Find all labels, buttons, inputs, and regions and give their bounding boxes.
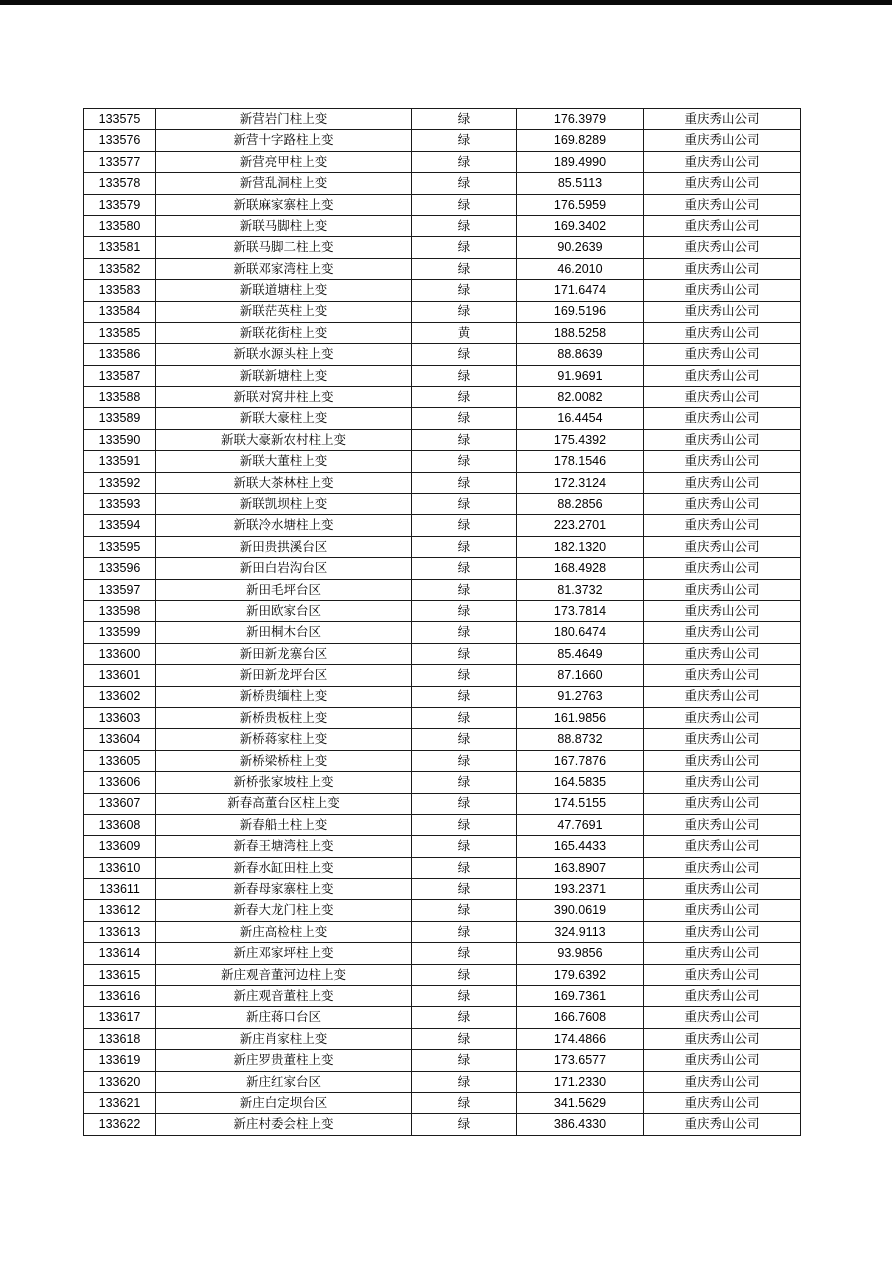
cell-company: 重庆秀山公司 xyxy=(644,258,801,279)
cell-status: 黄 xyxy=(412,322,517,343)
table-row xyxy=(84,836,801,857)
cell-status: 绿 xyxy=(412,215,517,236)
cell-status: 绿 xyxy=(412,1092,517,1113)
cell-value: 324.9113 xyxy=(517,921,644,942)
cell-name: 新田新龙坪台区 xyxy=(156,665,412,686)
cell-status: 绿 xyxy=(412,1050,517,1071)
cell-status: 绿 xyxy=(412,408,517,429)
cell-value: 179.6392 xyxy=(517,964,644,985)
cell-value: 189.4990 xyxy=(517,151,644,172)
cell-name: 新庄观音董柱上变 xyxy=(156,986,412,1007)
cell-company: 重庆秀山公司 xyxy=(644,879,801,900)
cell-company: 重庆秀山公司 xyxy=(644,408,801,429)
table-row xyxy=(84,986,801,1007)
cell-value: 166.7608 xyxy=(517,1007,644,1028)
table-row xyxy=(84,921,801,942)
cell-name: 新庄村委会柱上变 xyxy=(156,1114,412,1136)
cell-id: 133594 xyxy=(84,515,156,536)
cell-name: 新田桐木台区 xyxy=(156,622,412,643)
cell-name: 新春水缸田柱上变 xyxy=(156,857,412,878)
table-row xyxy=(84,600,801,621)
table-row xyxy=(84,151,801,172)
cell-id: 133595 xyxy=(84,536,156,557)
cell-value: 16.4454 xyxy=(517,408,644,429)
cell-status: 绿 xyxy=(412,515,517,536)
cell-name: 新田欧家台区 xyxy=(156,600,412,621)
cell-company: 重庆秀山公司 xyxy=(644,836,801,857)
cell-id: 133583 xyxy=(84,280,156,301)
table-row xyxy=(84,686,801,707)
cell-company: 重庆秀山公司 xyxy=(644,921,801,942)
cell-value: 171.6474 xyxy=(517,280,644,301)
table-row xyxy=(84,814,801,835)
cell-id: 133620 xyxy=(84,1071,156,1092)
table-row xyxy=(84,515,801,536)
cell-value: 173.6577 xyxy=(517,1050,644,1071)
cell-id: 133579 xyxy=(84,194,156,215)
cell-status: 绿 xyxy=(412,686,517,707)
cell-id: 133606 xyxy=(84,772,156,793)
cell-value: 88.8732 xyxy=(517,729,644,750)
cell-id: 133602 xyxy=(84,686,156,707)
cell-value: 168.4928 xyxy=(517,558,644,579)
table-row xyxy=(84,1114,801,1136)
table-row xyxy=(84,301,801,322)
cell-id: 133605 xyxy=(84,750,156,771)
cell-id: 133585 xyxy=(84,322,156,343)
cell-name: 新联花街柱上变 xyxy=(156,322,412,343)
cell-id: 133608 xyxy=(84,814,156,835)
cell-name: 新联邓家湾柱上变 xyxy=(156,258,412,279)
table-row xyxy=(84,429,801,450)
cell-name: 新联冷水塘柱上变 xyxy=(156,515,412,536)
cell-company: 重庆秀山公司 xyxy=(644,772,801,793)
cell-name: 新庄邓家坪柱上变 xyxy=(156,943,412,964)
cell-value: 173.7814 xyxy=(517,600,644,621)
cell-company: 重庆秀山公司 xyxy=(644,707,801,728)
cell-company: 重庆秀山公司 xyxy=(644,986,801,1007)
cell-status: 绿 xyxy=(412,772,517,793)
cell-company: 重庆秀山公司 xyxy=(644,750,801,771)
table-row xyxy=(84,579,801,600)
cell-value: 90.2639 xyxy=(517,237,644,258)
cell-id: 133611 xyxy=(84,879,156,900)
cell-status: 绿 xyxy=(412,943,517,964)
cell-name: 新联大豪新农村柱上变 xyxy=(156,429,412,450)
cell-value: 182.1320 xyxy=(517,536,644,557)
cell-company: 重庆秀山公司 xyxy=(644,1114,801,1136)
cell-status: 绿 xyxy=(412,429,517,450)
records-table xyxy=(83,108,801,1136)
cell-value: 169.5196 xyxy=(517,301,644,322)
cell-company: 重庆秀山公司 xyxy=(644,729,801,750)
cell-id: 133582 xyxy=(84,258,156,279)
cell-company: 重庆秀山公司 xyxy=(644,151,801,172)
cell-status: 绿 xyxy=(412,643,517,664)
cell-id: 133597 xyxy=(84,579,156,600)
cell-status: 绿 xyxy=(412,836,517,857)
cell-name: 新桥贵缅柱上变 xyxy=(156,686,412,707)
cell-name: 新联道塘柱上变 xyxy=(156,280,412,301)
table-body xyxy=(84,109,801,1136)
cell-id: 133618 xyxy=(84,1028,156,1049)
cell-company: 重庆秀山公司 xyxy=(644,365,801,386)
cell-value: 178.1546 xyxy=(517,451,644,472)
cell-name: 新田毛坪台区 xyxy=(156,579,412,600)
cell-status: 绿 xyxy=(412,1071,517,1092)
table-row xyxy=(84,558,801,579)
cell-value: 167.7876 xyxy=(517,750,644,771)
cell-status: 绿 xyxy=(412,900,517,921)
cell-name: 新庄观音董河边柱上变 xyxy=(156,964,412,985)
cell-company: 重庆秀山公司 xyxy=(644,215,801,236)
cell-company: 重庆秀山公司 xyxy=(644,600,801,621)
cell-status: 绿 xyxy=(412,194,517,215)
cell-status: 绿 xyxy=(412,707,517,728)
cell-value: 176.3979 xyxy=(517,109,644,130)
table-row xyxy=(84,215,801,236)
cell-name: 新田新龙寨台区 xyxy=(156,643,412,664)
cell-name: 新联大茶林柱上变 xyxy=(156,472,412,493)
cell-value: 46.2010 xyxy=(517,258,644,279)
cell-id: 133586 xyxy=(84,344,156,365)
cell-value: 223.2701 xyxy=(517,515,644,536)
cell-id: 133575 xyxy=(84,109,156,130)
table-row xyxy=(84,194,801,215)
cell-company: 重庆秀山公司 xyxy=(644,387,801,408)
cell-id: 133577 xyxy=(84,151,156,172)
cell-name: 新联对窝井柱上变 xyxy=(156,387,412,408)
cell-company: 重庆秀山公司 xyxy=(644,130,801,151)
cell-value: 82.0082 xyxy=(517,387,644,408)
cell-company: 重庆秀山公司 xyxy=(644,344,801,365)
cell-id: 133592 xyxy=(84,472,156,493)
cell-company: 重庆秀山公司 xyxy=(644,558,801,579)
cell-id: 133584 xyxy=(84,301,156,322)
cell-name: 新春大龙门柱上变 xyxy=(156,900,412,921)
table-row xyxy=(84,707,801,728)
table-row xyxy=(84,280,801,301)
table-row xyxy=(84,879,801,900)
cell-id: 133588 xyxy=(84,387,156,408)
cell-name: 新春王塘湾柱上变 xyxy=(156,836,412,857)
cell-status: 绿 xyxy=(412,579,517,600)
cell-company: 重庆秀山公司 xyxy=(644,237,801,258)
cell-name: 新田白岩沟台区 xyxy=(156,558,412,579)
cell-status: 绿 xyxy=(412,750,517,771)
cell-status: 绿 xyxy=(412,665,517,686)
cell-status: 绿 xyxy=(412,237,517,258)
cell-value: 174.5155 xyxy=(517,793,644,814)
table-row xyxy=(84,1050,801,1071)
cell-value: 390.0619 xyxy=(517,900,644,921)
cell-value: 169.8289 xyxy=(517,130,644,151)
cell-name: 新庄肖家柱上变 xyxy=(156,1028,412,1049)
cell-name: 新桥张家坡柱上变 xyxy=(156,772,412,793)
cell-status: 绿 xyxy=(412,1114,517,1136)
cell-status: 绿 xyxy=(412,729,517,750)
cell-status: 绿 xyxy=(412,258,517,279)
cell-value: 91.9691 xyxy=(517,365,644,386)
cell-id: 133596 xyxy=(84,558,156,579)
cell-value: 47.7691 xyxy=(517,814,644,835)
table-row xyxy=(84,408,801,429)
cell-name: 新田贵拱溪台区 xyxy=(156,536,412,557)
cell-company: 重庆秀山公司 xyxy=(644,622,801,643)
table-row xyxy=(84,258,801,279)
cell-value: 386.4330 xyxy=(517,1114,644,1136)
cell-company: 重庆秀山公司 xyxy=(644,579,801,600)
cell-status: 绿 xyxy=(412,344,517,365)
cell-name: 新营岩门柱上变 xyxy=(156,109,412,130)
cell-status: 绿 xyxy=(412,494,517,515)
cell-status: 绿 xyxy=(412,109,517,130)
cell-company: 重庆秀山公司 xyxy=(644,857,801,878)
cell-status: 绿 xyxy=(412,1007,517,1028)
cell-company: 重庆秀山公司 xyxy=(644,964,801,985)
cell-name: 新桥贵板柱上变 xyxy=(156,707,412,728)
cell-id: 133600 xyxy=(84,643,156,664)
cell-value: 175.4392 xyxy=(517,429,644,450)
cell-id: 133607 xyxy=(84,793,156,814)
cell-status: 绿 xyxy=(412,1028,517,1049)
cell-id: 133601 xyxy=(84,665,156,686)
cell-status: 绿 xyxy=(412,622,517,643)
cell-company: 重庆秀山公司 xyxy=(644,322,801,343)
cell-value: 161.9856 xyxy=(517,707,644,728)
cell-name: 新春高董台区柱上变 xyxy=(156,793,412,814)
cell-company: 重庆秀山公司 xyxy=(644,429,801,450)
table-row xyxy=(84,1028,801,1049)
cell-status: 绿 xyxy=(412,600,517,621)
table-row xyxy=(84,130,801,151)
cell-company: 重庆秀山公司 xyxy=(644,814,801,835)
table-row xyxy=(84,665,801,686)
cell-status: 绿 xyxy=(412,986,517,1007)
cell-id: 133619 xyxy=(84,1050,156,1071)
cell-status: 绿 xyxy=(412,280,517,301)
cell-value: 188.5258 xyxy=(517,322,644,343)
cell-name: 新联茫英柱上变 xyxy=(156,301,412,322)
cell-company: 重庆秀山公司 xyxy=(644,472,801,493)
cell-status: 绿 xyxy=(412,130,517,151)
cell-id: 133590 xyxy=(84,429,156,450)
cell-company: 重庆秀山公司 xyxy=(644,536,801,557)
table-container xyxy=(83,108,801,1136)
cell-company: 重庆秀山公司 xyxy=(644,173,801,194)
cell-company: 重庆秀山公司 xyxy=(644,451,801,472)
cell-value: 85.4649 xyxy=(517,643,644,664)
cell-company: 重庆秀山公司 xyxy=(644,686,801,707)
cell-id: 133609 xyxy=(84,836,156,857)
cell-status: 绿 xyxy=(412,857,517,878)
cell-company: 重庆秀山公司 xyxy=(644,665,801,686)
cell-value: 91.2763 xyxy=(517,686,644,707)
table-row xyxy=(84,451,801,472)
cell-value: 176.5959 xyxy=(517,194,644,215)
table-row xyxy=(84,494,801,515)
cell-id: 133617 xyxy=(84,1007,156,1028)
cell-name: 新桥梁桥柱上变 xyxy=(156,750,412,771)
cell-id: 133612 xyxy=(84,900,156,921)
table-row xyxy=(84,536,801,557)
table-row xyxy=(84,857,801,878)
cell-company: 重庆秀山公司 xyxy=(644,1092,801,1113)
cell-name: 新联新塘柱上变 xyxy=(156,365,412,386)
cell-value: 163.8907 xyxy=(517,857,644,878)
cell-status: 绿 xyxy=(412,472,517,493)
cell-value: 93.9856 xyxy=(517,943,644,964)
cell-company: 重庆秀山公司 xyxy=(644,494,801,515)
table-row xyxy=(84,472,801,493)
table-row xyxy=(84,344,801,365)
cell-status: 绿 xyxy=(412,964,517,985)
cell-company: 重庆秀山公司 xyxy=(644,900,801,921)
cell-value: 174.4866 xyxy=(517,1028,644,1049)
cell-id: 133599 xyxy=(84,622,156,643)
cell-id: 133614 xyxy=(84,943,156,964)
table-row xyxy=(84,793,801,814)
cell-id: 133576 xyxy=(84,130,156,151)
cell-company: 重庆秀山公司 xyxy=(644,1007,801,1028)
cell-status: 绿 xyxy=(412,451,517,472)
cell-company: 重庆秀山公司 xyxy=(644,793,801,814)
table-row xyxy=(84,237,801,258)
cell-id: 133581 xyxy=(84,237,156,258)
cell-status: 绿 xyxy=(412,793,517,814)
cell-id: 133603 xyxy=(84,707,156,728)
cell-company: 重庆秀山公司 xyxy=(644,280,801,301)
cell-value: 171.2330 xyxy=(517,1071,644,1092)
cell-company: 重庆秀山公司 xyxy=(644,515,801,536)
cell-name: 新联麻家寨柱上变 xyxy=(156,194,412,215)
cell-value: 169.7361 xyxy=(517,986,644,1007)
cell-id: 133615 xyxy=(84,964,156,985)
cell-name: 新庄高检柱上变 xyxy=(156,921,412,942)
cell-status: 绿 xyxy=(412,387,517,408)
cell-id: 133610 xyxy=(84,857,156,878)
cell-company: 重庆秀山公司 xyxy=(644,301,801,322)
cell-status: 绿 xyxy=(412,558,517,579)
table-row xyxy=(84,1007,801,1028)
table-row xyxy=(84,643,801,664)
cell-value: 164.5835 xyxy=(517,772,644,793)
cell-value: 172.3124 xyxy=(517,472,644,493)
cell-id: 133578 xyxy=(84,173,156,194)
cell-name: 新联大豪柱上变 xyxy=(156,408,412,429)
cell-name: 新联大董柱上变 xyxy=(156,451,412,472)
cell-value: 165.4433 xyxy=(517,836,644,857)
cell-id: 133598 xyxy=(84,600,156,621)
cell-status: 绿 xyxy=(412,301,517,322)
cell-name: 新庄红家台区 xyxy=(156,1071,412,1092)
cell-name: 新联马脚柱上变 xyxy=(156,215,412,236)
cell-name: 新联凯坝柱上变 xyxy=(156,494,412,515)
cell-company: 重庆秀山公司 xyxy=(644,943,801,964)
cell-value: 81.3732 xyxy=(517,579,644,600)
cell-id: 133621 xyxy=(84,1092,156,1113)
cell-name: 新春母家寨柱上变 xyxy=(156,879,412,900)
cell-name: 新庄罗贵董柱上变 xyxy=(156,1050,412,1071)
table-row xyxy=(84,1092,801,1113)
cell-name: 新桥蒋家柱上变 xyxy=(156,729,412,750)
cell-id: 133589 xyxy=(84,408,156,429)
table-row xyxy=(84,109,801,130)
table-row xyxy=(84,772,801,793)
cell-company: 重庆秀山公司 xyxy=(644,643,801,664)
cell-value: 180.6474 xyxy=(517,622,644,643)
cell-name: 新营十字路柱上变 xyxy=(156,130,412,151)
cell-id: 133580 xyxy=(84,215,156,236)
cell-id: 133604 xyxy=(84,729,156,750)
cell-status: 绿 xyxy=(412,536,517,557)
table-row xyxy=(84,387,801,408)
cell-status: 绿 xyxy=(412,879,517,900)
table-row xyxy=(84,322,801,343)
table-row xyxy=(84,964,801,985)
cell-status: 绿 xyxy=(412,173,517,194)
cell-name: 新营乱洞柱上变 xyxy=(156,173,412,194)
top-edge-bar xyxy=(0,0,892,5)
cell-status: 绿 xyxy=(412,151,517,172)
cell-name: 新营亮甲柱上变 xyxy=(156,151,412,172)
cell-company: 重庆秀山公司 xyxy=(644,1050,801,1071)
table-row xyxy=(84,900,801,921)
cell-status: 绿 xyxy=(412,921,517,942)
cell-id: 133593 xyxy=(84,494,156,515)
cell-value: 88.2856 xyxy=(517,494,644,515)
cell-name: 新联马脚二柱上变 xyxy=(156,237,412,258)
cell-name: 新联水源头柱上变 xyxy=(156,344,412,365)
table-row xyxy=(84,365,801,386)
table-row xyxy=(84,173,801,194)
cell-name: 新庄蒋口台区 xyxy=(156,1007,412,1028)
cell-status: 绿 xyxy=(412,814,517,835)
table-row xyxy=(84,622,801,643)
cell-value: 169.3402 xyxy=(517,215,644,236)
cell-id: 133591 xyxy=(84,451,156,472)
cell-value: 88.8639 xyxy=(517,344,644,365)
cell-id: 133613 xyxy=(84,921,156,942)
cell-value: 87.1660 xyxy=(517,665,644,686)
table-row xyxy=(84,729,801,750)
cell-id: 133616 xyxy=(84,986,156,1007)
cell-company: 重庆秀山公司 xyxy=(644,109,801,130)
cell-value: 341.5629 xyxy=(517,1092,644,1113)
cell-id: 133622 xyxy=(84,1114,156,1136)
cell-company: 重庆秀山公司 xyxy=(644,1071,801,1092)
table-row xyxy=(84,943,801,964)
cell-status: 绿 xyxy=(412,365,517,386)
table-row xyxy=(84,1071,801,1092)
cell-value: 193.2371 xyxy=(517,879,644,900)
cell-name: 新庄白定坝台区 xyxy=(156,1092,412,1113)
table-row xyxy=(84,750,801,771)
cell-company: 重庆秀山公司 xyxy=(644,194,801,215)
cell-name: 新春船土柱上变 xyxy=(156,814,412,835)
cell-id: 133587 xyxy=(84,365,156,386)
cell-value: 85.5113 xyxy=(517,173,644,194)
cell-company: 重庆秀山公司 xyxy=(644,1028,801,1049)
